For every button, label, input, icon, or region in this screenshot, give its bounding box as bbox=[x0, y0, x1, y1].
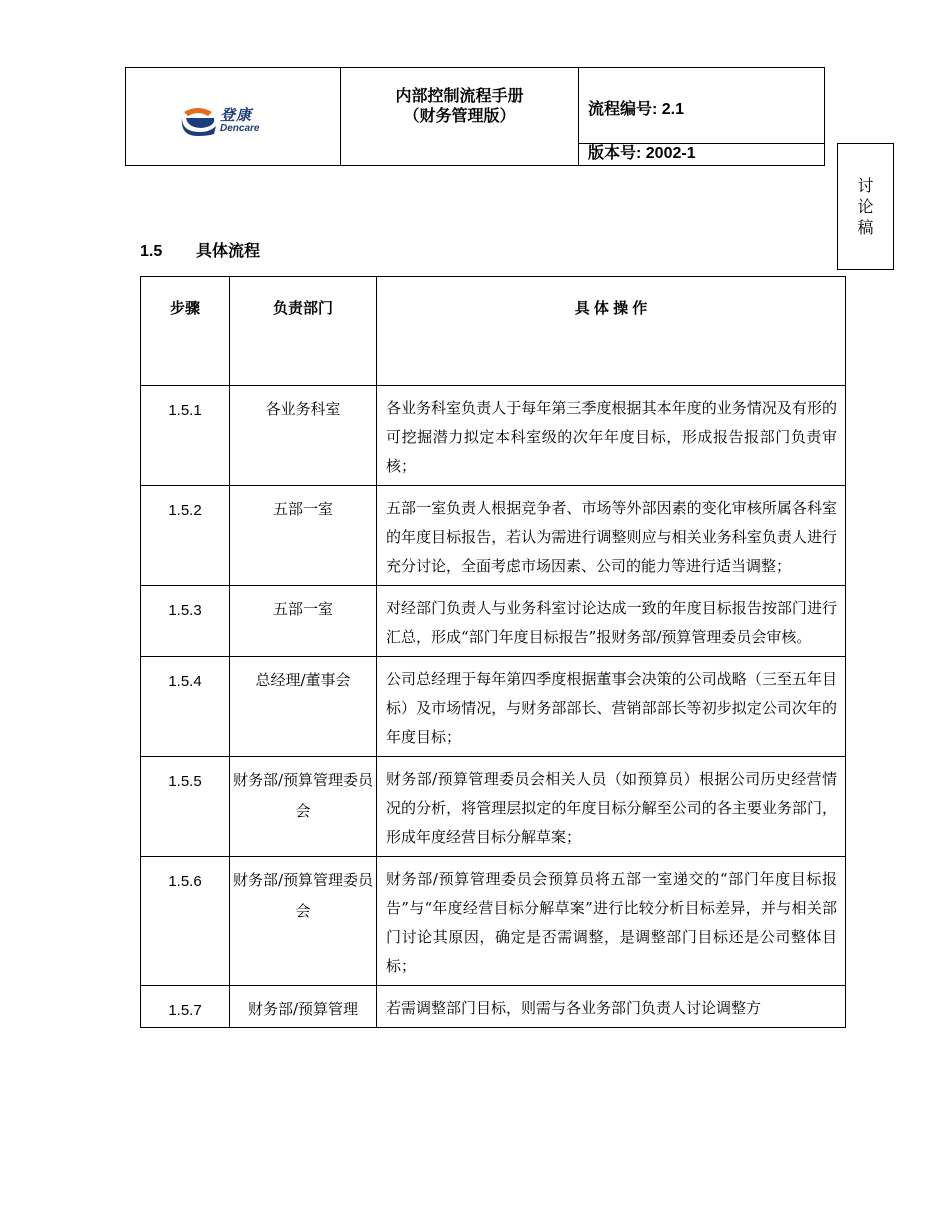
process-code: 流程编号: 2.1 bbox=[578, 67, 825, 144]
table-row bbox=[141, 657, 846, 757]
responsible-dept: 五部一室 bbox=[230, 586, 377, 657]
header-step: 步骤 bbox=[141, 277, 230, 386]
dencare-logo bbox=[180, 104, 276, 136]
logo-text-en: Dencare bbox=[220, 123, 260, 134]
step-number: 1.5.3 bbox=[141, 586, 230, 657]
step-number: 1.5.4 bbox=[141, 657, 230, 757]
section-number: 1.5 bbox=[140, 243, 163, 260]
draft-char: 稿 bbox=[857, 218, 874, 237]
table-header-row bbox=[141, 277, 846, 386]
header-operation: 具 体 操 作 bbox=[377, 277, 846, 386]
manual-subtitle: （财务管理版） bbox=[403, 108, 516, 125]
logo-mark-icon bbox=[180, 104, 220, 136]
responsible-dept: 总经理/董事会 bbox=[230, 657, 377, 757]
table-row bbox=[141, 386, 846, 486]
operation-text: 公司总经理于每年第四季度根据董事会决策的公司战略（三至五年目标）及市场情况，与财务部部长、营销部部长等初步拟定公司次年的年度目标； bbox=[377, 657, 846, 757]
step-number: 1.5.2 bbox=[141, 486, 230, 586]
step-number: 1.5.1 bbox=[141, 386, 230, 486]
responsible-dept: 财务部/预算管理委员会 bbox=[230, 757, 377, 857]
responsible-dept: 财务部/预算管理 bbox=[230, 986, 377, 1028]
logo-text-cn: 登康 bbox=[220, 107, 253, 124]
operation-text: 五部一室负责人根据竞争者、市场等外部因素的变化审核所属各科室的年度目标报告，若认为需进行调整则应与相关业务科室负责人进行充分讨论，全面考虑市场因素、公司的能力等进行适当调整； bbox=[377, 486, 846, 586]
process-table bbox=[140, 276, 846, 1028]
header-dept: 负责部门 bbox=[230, 277, 377, 386]
manual-title: 内部控制流程手册 bbox=[395, 88, 524, 105]
header-logo-cell bbox=[125, 67, 341, 166]
section-title: 具体流程 bbox=[196, 243, 261, 260]
step-number: 1.5.7 bbox=[141, 986, 230, 1028]
section-heading bbox=[140, 238, 260, 261]
draft-char: 论 bbox=[857, 197, 874, 216]
operation-text: 财务部/预算管理委员会相关人员（如预算员）根据公司历史经营情况的分析，将管理层拟定的年度目标分解至公司的各主要业务部门，形成年度经营目标分解草案； bbox=[377, 757, 846, 857]
step-number: 1.5.5 bbox=[141, 757, 230, 857]
table-row bbox=[141, 857, 846, 986]
manual-title-cell bbox=[341, 67, 579, 166]
draft-stamp bbox=[837, 143, 894, 270]
operation-text: 财务部/预算管理委员会预算员将五部一室递交的“部门年度目标报告”与“年度经营目标分解草案”进行比较分析目标差异，并与相关部门讨论其原因，确定是否需调整，是调整部门目标还是公司整体目标； bbox=[377, 857, 846, 986]
table-row bbox=[141, 986, 846, 1028]
operation-text: 各业务科室负责人于每年第三季度根据其本年度的业务情况及有形的可挖掘潜力拟定本科室级的次年年度目标，形成报告报部门负责审核； bbox=[377, 386, 846, 486]
responsible-dept: 财务部/预算管理委员会 bbox=[230, 857, 377, 986]
responsible-dept: 各业务科室 bbox=[230, 386, 377, 486]
operation-text: 对经部门负责人与业务科室讨论达成一致的年度目标报告按部门进行汇总，形成“部门年度目标报告”报财务部/预算管理委员会审核。 bbox=[377, 586, 846, 657]
draft-char: 讨 bbox=[857, 176, 874, 195]
responsible-dept: 五部一室 bbox=[230, 486, 377, 586]
operation-text: 若需调整部门目标，则需与各业务部门负责人讨论调整方 bbox=[377, 986, 846, 1028]
table-row bbox=[141, 586, 846, 657]
version-number: 版本号: 2002-1 bbox=[578, 143, 825, 166]
table-row bbox=[141, 486, 846, 586]
table-row bbox=[141, 757, 846, 857]
step-number: 1.5.6 bbox=[141, 857, 230, 986]
